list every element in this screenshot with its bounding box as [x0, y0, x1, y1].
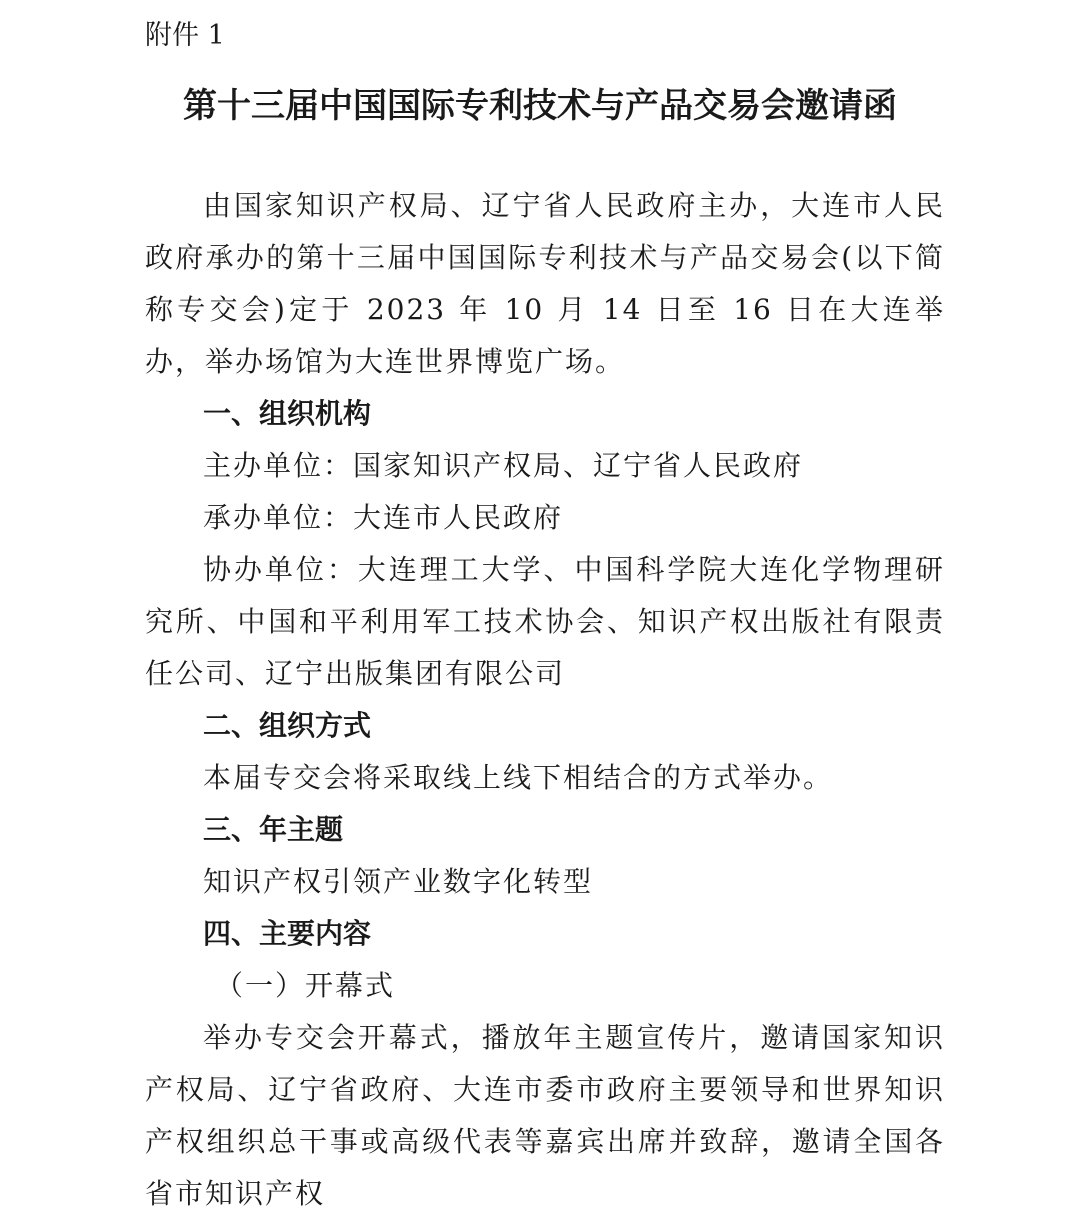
- opening-paragraph: 举办专交会开幕式，播放年主题宣传片，邀请国家知识产权局、辽宁省政府、大连市委市政府主要领导和世界知识产权组织总干事或高级代表等嘉宾出席并致辞，邀请全国各省市知识产权: [145, 1021, 945, 1210]
- host-units: 主办单位：国家知识产权局、辽宁省人民政府: [203, 449, 804, 482]
- organizer-units: 承办单位：大连市人民政府: [203, 501, 564, 534]
- section-heading-organization: 一、组织机构: [203, 397, 372, 430]
- intro-paragraph: 由国家知识产权局、辽宁省人民政府主办，大连市人民政府承办的第十三届中国国际专利技术与产品交易会(以下简称专交会)定于 2023 年 10 月 14 日至 16 日在大连举办，举办场馆为大连世界博览广场。: [145, 189, 945, 378]
- document-title: 第十三届中国国际专利技术与产品交易会邀请函: [183, 86, 897, 126]
- section-heading-content: 四、主要内容: [203, 917, 372, 950]
- attachment-label: 附件 1: [145, 20, 225, 51]
- section-heading-method: 二、组织方式: [203, 709, 372, 742]
- theme-paragraph: 知识产权引领产业数字化转型: [203, 865, 594, 898]
- subsection-heading-opening: （一）开幕式: [215, 969, 396, 1002]
- document-body: [145, 180, 945, 1220]
- section-heading-theme: 三、年主题: [203, 813, 344, 846]
- co-organizer-units: 协办单位：大连理工大学、中国科学院大连化学物理研究所、中国和平利用军工技术协会、知识产权出版社有限责任公司、辽宁出版集团有限公司: [145, 553, 945, 690]
- method-paragraph: 本届专交会将采取线上线下相结合的方式举办。: [203, 761, 834, 794]
